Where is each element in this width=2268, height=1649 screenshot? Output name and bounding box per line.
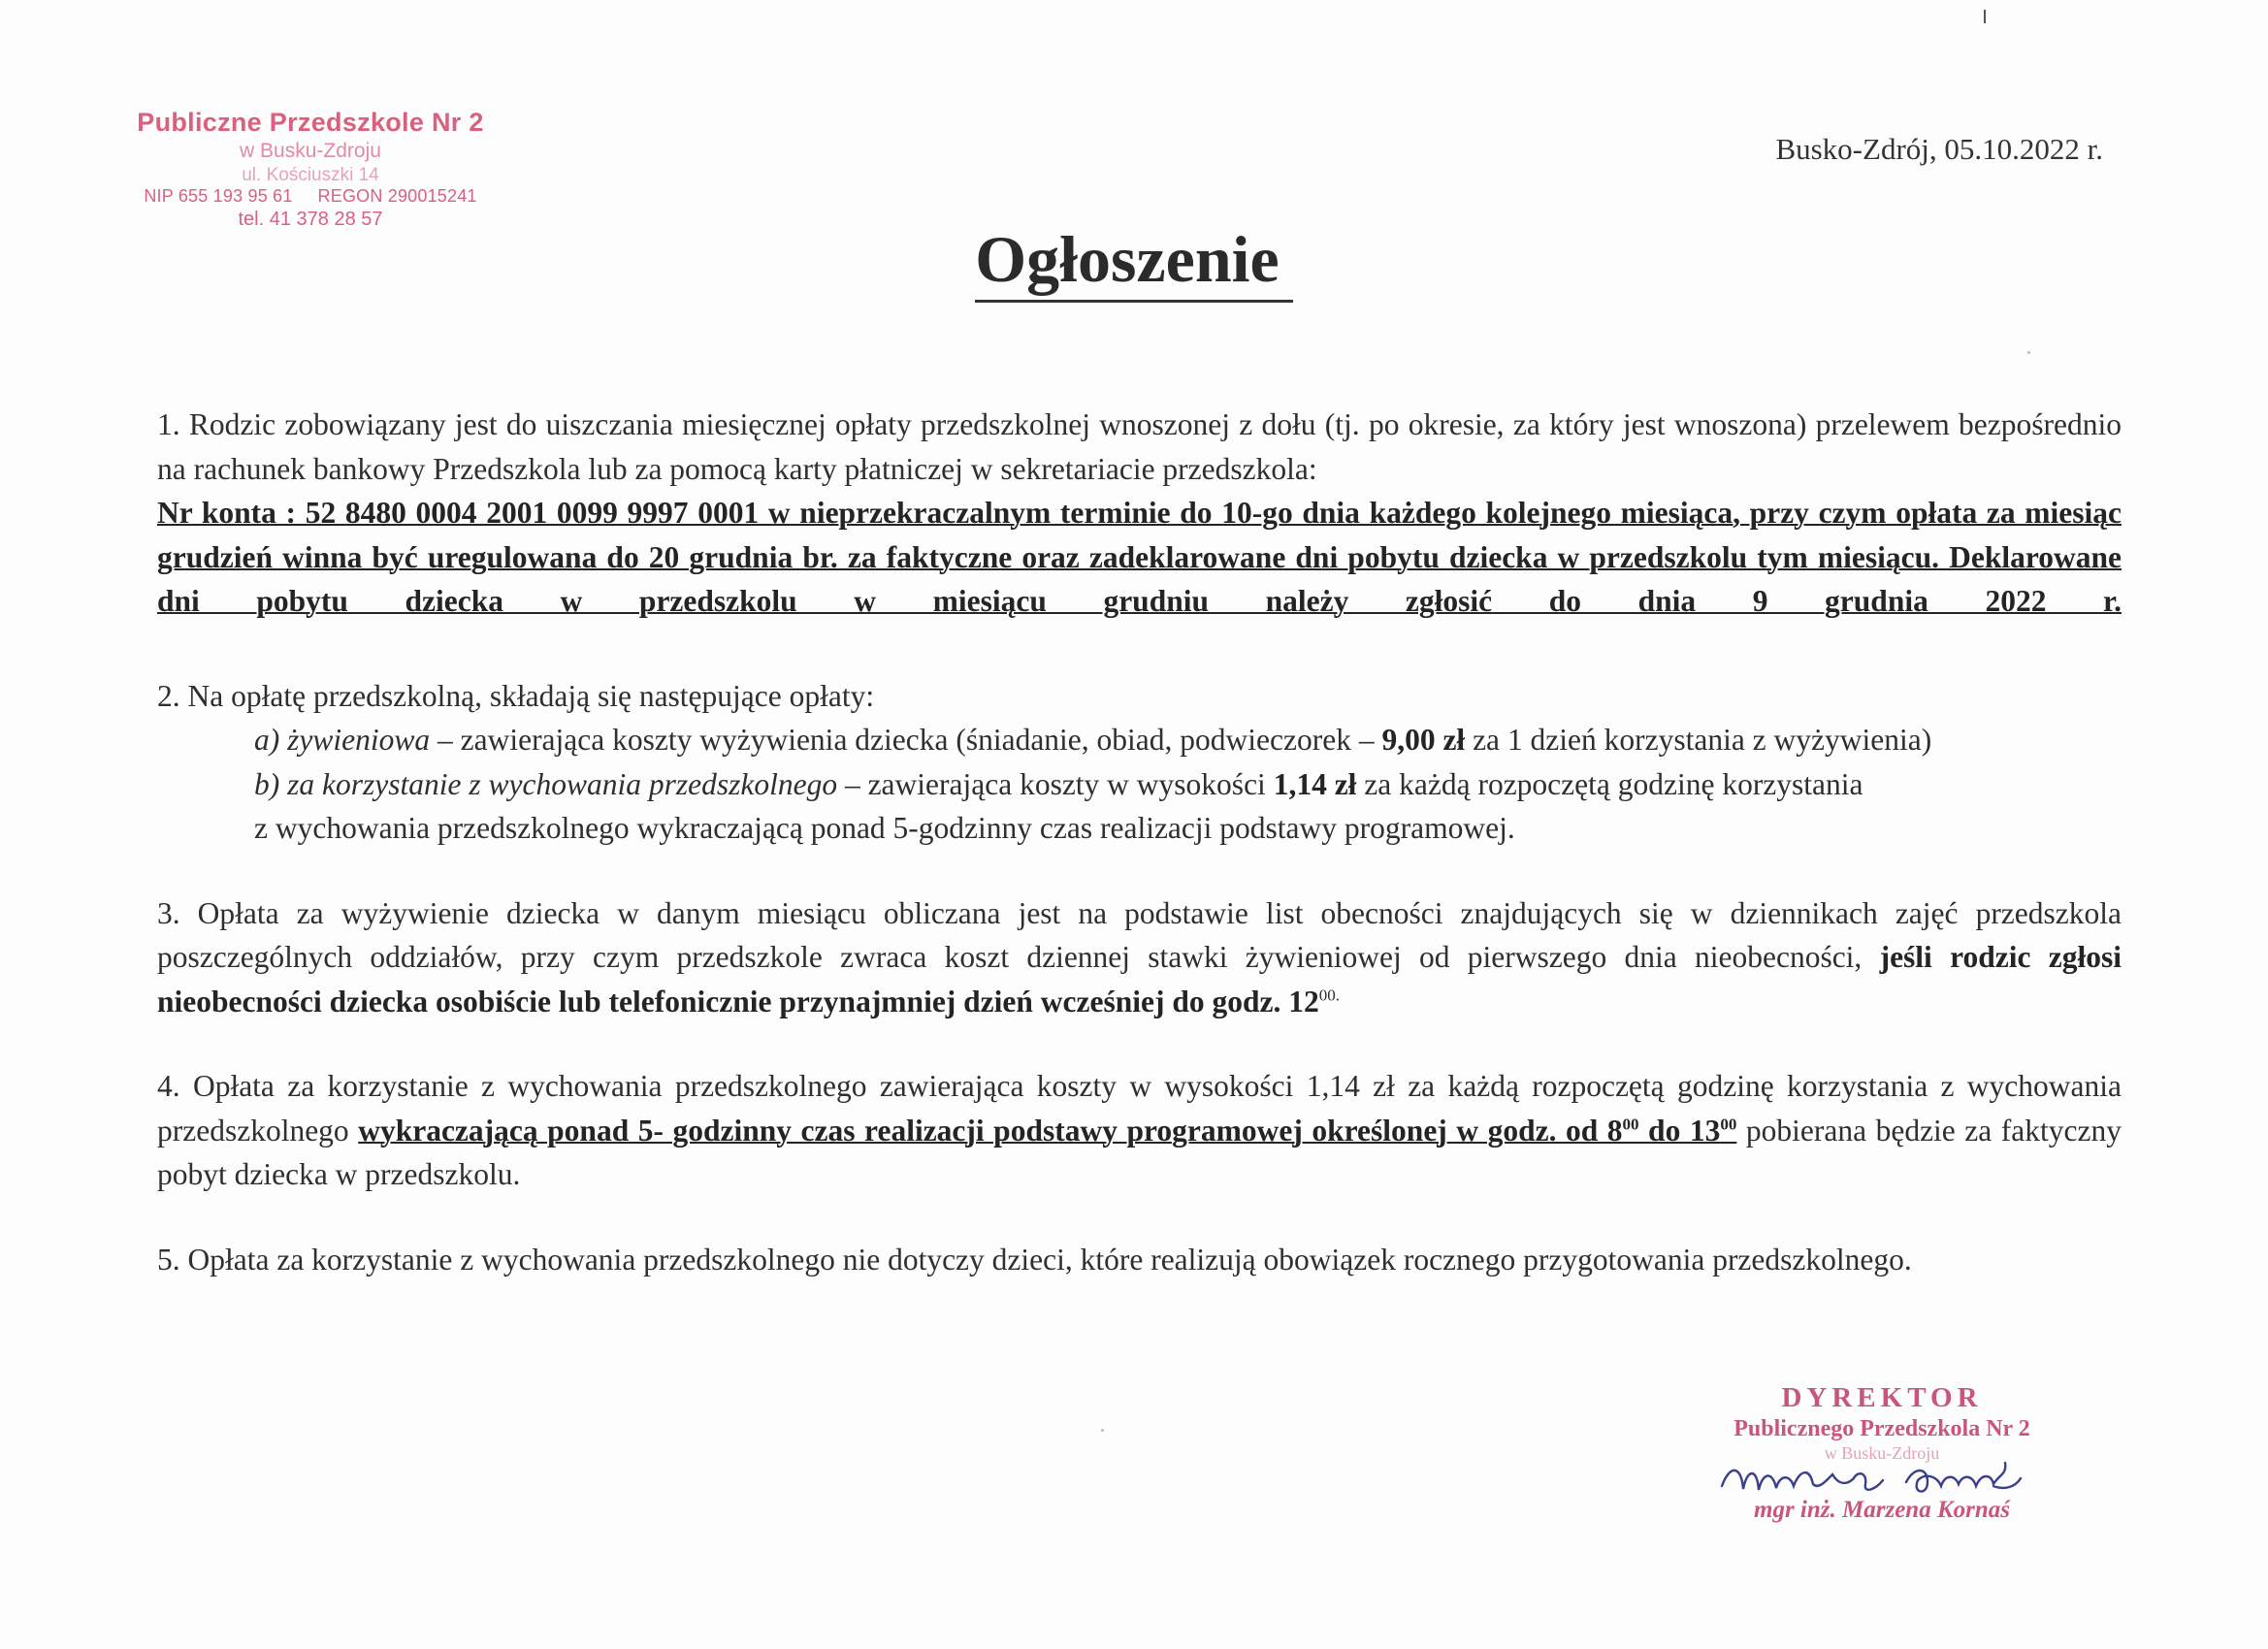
paragraph-3-bold: jeśli rodzic zgłosi nieobecności dziecka osobiście lub telefonicznie przynajmniej dzień wcześniej do godz. 12 bbox=[157, 940, 2122, 1018]
fee-item-a bbox=[157, 718, 2122, 762]
director-role: DYREKTOR bbox=[1781, 1382, 1983, 1413]
scan-speck bbox=[2027, 351, 2030, 354]
paragraph-3-sup: 00. bbox=[1318, 986, 1341, 1004]
paragraph-1-text: 1. Rodzic zobowiązany jest do uiszczania miesięcznej opłaty przedszkolnej wnoszonej z dołu (tj. po okresie, za który jest wnoszona) przelewem bezpośrednio na rachunek bankowy Przedszkola lub za pomocą karty płatniczej w sekretariacie przedszkola: bbox=[157, 407, 2122, 486]
school-stamp bbox=[126, 107, 495, 231]
scan-mark bbox=[1984, 10, 1986, 23]
paragraph-3-text: 3. Opłata za wyżywienie dziecka w danym miesiącu obliczana jest na podstawie list obecności znajdujących się w dziennikach zajęć przedszkola poszczególnych oddziałów, przy czym przedszkole zwraca koszt dziennej stawki żywieniowej od pierwszego dnia nieobecności, bbox=[157, 895, 2122, 974]
paragraph-4-sup-1: 00 bbox=[1622, 1115, 1639, 1133]
fee-b-label: b) za korzystanie z wychowania przedszkolnego bbox=[254, 766, 838, 801]
fee-item-b-line2: z wychowania przedszkolnego wykraczającą ponad 5-godzinny czas realizacji podstawy programowej. bbox=[254, 811, 1515, 845]
handwritten-signature bbox=[1712, 1445, 2081, 1513]
fee-a-label: a) żywieniowa bbox=[254, 723, 431, 757]
fee-a-end: za 1 dzień korzystania z wyżywienia) bbox=[1465, 723, 1932, 757]
paragraph-2 bbox=[157, 674, 2122, 851]
fee-b-amount: 1,14 zł bbox=[1273, 766, 1357, 801]
stamp-school-name: Publiczne Przedszkole Nr 2 bbox=[137, 108, 484, 137]
paragraph-4-text: 4. Opłata za korzystanie z wychowania przedszkolnego zawierająca koszty w wysokości 1,14 zł za każdą rozpoczętą godzinę korzystania z wychowania przedszkolnego bbox=[157, 1069, 2122, 1148]
fee-b-text: – zawierająca koszty w wysokości bbox=[837, 766, 1274, 801]
paragraph-1 bbox=[157, 403, 2122, 624]
paragraph-4-sup-2: 00 bbox=[1720, 1115, 1737, 1133]
paragraph-4-bold-mid: do 13 bbox=[1638, 1113, 1721, 1148]
director-org: Publicznego Przedszkola Nr 2 bbox=[1733, 1416, 2030, 1441]
paragraph-4-end: pobierana będzie za faktyczny pobyt dziecka w przedszkolu. bbox=[157, 1113, 2122, 1191]
paragraph-4-bold bbox=[358, 1114, 1736, 1148]
paragraph-2-intro: 2. Na opłatę przedszkolną, składają się następujące opłaty: bbox=[157, 678, 875, 713]
document-date: Busko-Zdrój, 05.10.2022 r. bbox=[1775, 132, 2103, 166]
fee-a-text: – zawierająca koszty wyżywienia dziecka (śniadanie, obiad, podwieczorek – bbox=[430, 723, 1382, 757]
stamp-street: ul. Kościuszki 14 bbox=[242, 164, 379, 185]
paragraph-3 bbox=[157, 891, 2122, 1024]
stamp-city: w Busku-Zdroju bbox=[240, 139, 381, 162]
page-title bbox=[0, 221, 2268, 298]
paragraph-5: 5. Opłata za korzystanie z wychowania przedszkolnego nie dotyczy dzieci, które realizują obowiązek rocznego przygotowania przedszkolnego. bbox=[157, 1242, 1912, 1277]
scan-speck bbox=[1101, 1429, 1104, 1432]
director-place: w Busku-Zdroju bbox=[1824, 1443, 1940, 1463]
fee-a-amount: 9,00 zł bbox=[1381, 723, 1466, 757]
paragraph-4 bbox=[157, 1064, 2122, 1197]
director-name: mgr inż. Marzena Kornaś bbox=[1754, 1497, 2010, 1523]
fee-b-end: za każdą rozpoczętą godzinę korzystania bbox=[1356, 766, 1863, 801]
title-text: Ogłoszenie bbox=[975, 222, 1293, 303]
announcement-body bbox=[157, 403, 2122, 1322]
stamp-nip-regon: NIP 655 193 95 61 REGON 290015241 bbox=[144, 185, 477, 206]
paragraph-4-bold-text: wykraczającą ponad 5- godzinny czas realizacji podstawy programowej określonej w godz. od 8 bbox=[358, 1113, 1623, 1148]
fee-item-b bbox=[157, 762, 2122, 807]
stamp-phone: tel. 41 378 28 57 bbox=[238, 208, 383, 230]
paragraph-1-bold-wrap bbox=[157, 491, 2122, 624]
paragraph-1-account-text: Nr konta : 52 8480 0004 2001 0099 9997 0001 w nieprzekraczalnym terminie do 10-go dnia każdego kolejnego miesiąca, przy czym opłata za miesiąc grudzień winna być uregulowana do 20 grudnia br. za faktyczne oraz zadeklarowane dni pobytu dziecka w przedszkolu tym miesiącu. Deklarowane dni pobytu dziecka w przedszkolu w miesiącu grudniu należy zgłosić do dnia 9 grudnia 2022 r. bbox=[157, 496, 2122, 618]
